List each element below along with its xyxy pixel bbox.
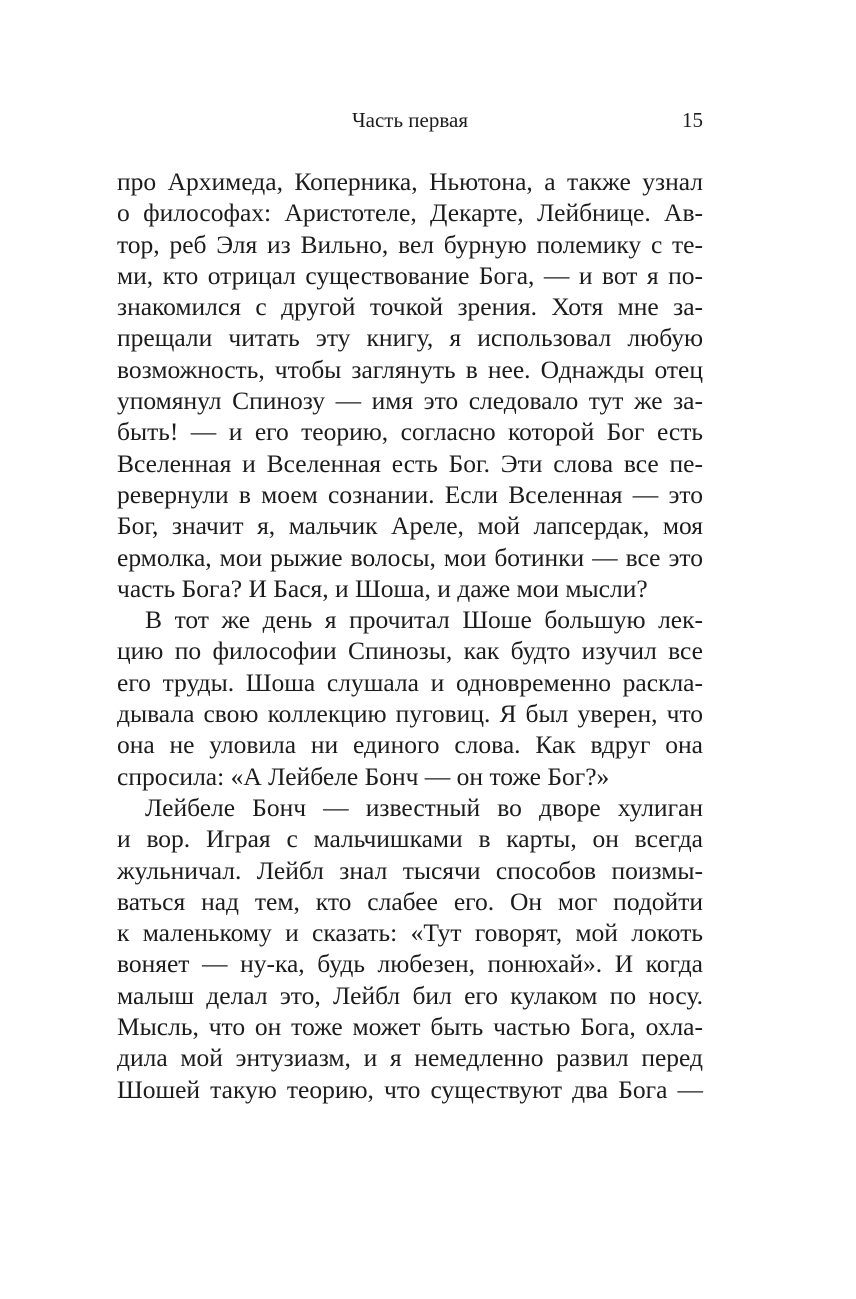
running-header [117,106,703,134]
text-line: Лейбеле Бонч — известный во дворе хулиган [145,792,703,822]
page-number: 15 [682,108,703,132]
paragraph [117,792,703,1105]
text-line: к маленькому и сказать: «Тут говорят, мой локоть [117,918,703,948]
text-line: его труды. Шоша слушала и одновременно раскла- [117,667,703,697]
text-line: спросила: «А Лейбеле Бонч — он тоже Бог?» [117,761,610,791]
text-line: ми, кто отрицал существование Бога, — и вот я по- [117,260,703,290]
running-header-title: Часть первая [352,108,468,132]
text-line: жульничал. Лейбл знал тысячи способов поизмы- [117,855,703,885]
paragraph [117,604,703,792]
text-line: Бог, значит я, мальчик Ареле, мой лапсердак, моя [117,511,703,541]
text-line: Мысль, что он тоже может быть частью Бога, охла- [117,1012,703,1042]
text-line: Шошей такую теорию, что существуют два Бога — [117,1074,703,1104]
text-line: возможность, чтобы заглянуть в нее. Однажды отец [117,354,703,384]
text-line: малыш делал это, Лейбл бил его кулаком по носу. [117,980,703,1010]
text-line: Вселенная и Вселенная есть Бог. Эти слова все пе- [117,448,703,478]
text-line: ревернули в моем сознании. Если Вселенная — это [117,479,703,509]
text-line: она не уловила ни единого слова. Как вдруг она [117,730,703,760]
text-line: тор, реб Эля из Вильно, вел бурную полемику с те- [117,229,703,259]
text-line: воняет — ну-ка, будь любезен, понюхай». И когда [117,949,703,979]
text-line: и вор. Играя с мальчишками в карты, он всегда [117,824,703,854]
text-line: упомянул Спинозу — имя это следовало тут же за- [117,386,703,416]
text-line: дывала свою коллекцию пуговиц. Я был уверен, что [117,699,703,729]
text-line: знакомился с другой точкой зрения. Хотя мне за- [117,292,703,322]
text-line: ермолка, мои рыжие волосы, мои ботинки — все это [117,542,703,572]
text-line: часть Бога? И Бася, и Шоша, и даже мои мысли? [117,573,648,603]
text-line: быть! — и его теорию, согласно которой Бог есть [117,417,703,447]
body-text [117,166,703,1105]
text-line: ваться над тем, кто слабее его. Он мог подойти [117,886,703,916]
text-line: В тот же день я прочитал Шоше большую лек- [145,605,703,635]
text-line: о философах: Аристотеле, Декарте, Лейбнице. Ав- [117,198,703,228]
text-line: дила мой энтузиазм, и я немедленно развил перед [117,1043,703,1073]
text-line: цию по философии Спинозы, как будто изучил все [117,636,703,666]
paragraph [117,166,703,604]
text-line: про Архимеда, Коперника, Ньютона, а также узнал [117,167,703,196]
text-line: прещали читать эту книгу, я использовал любую [117,323,703,353]
